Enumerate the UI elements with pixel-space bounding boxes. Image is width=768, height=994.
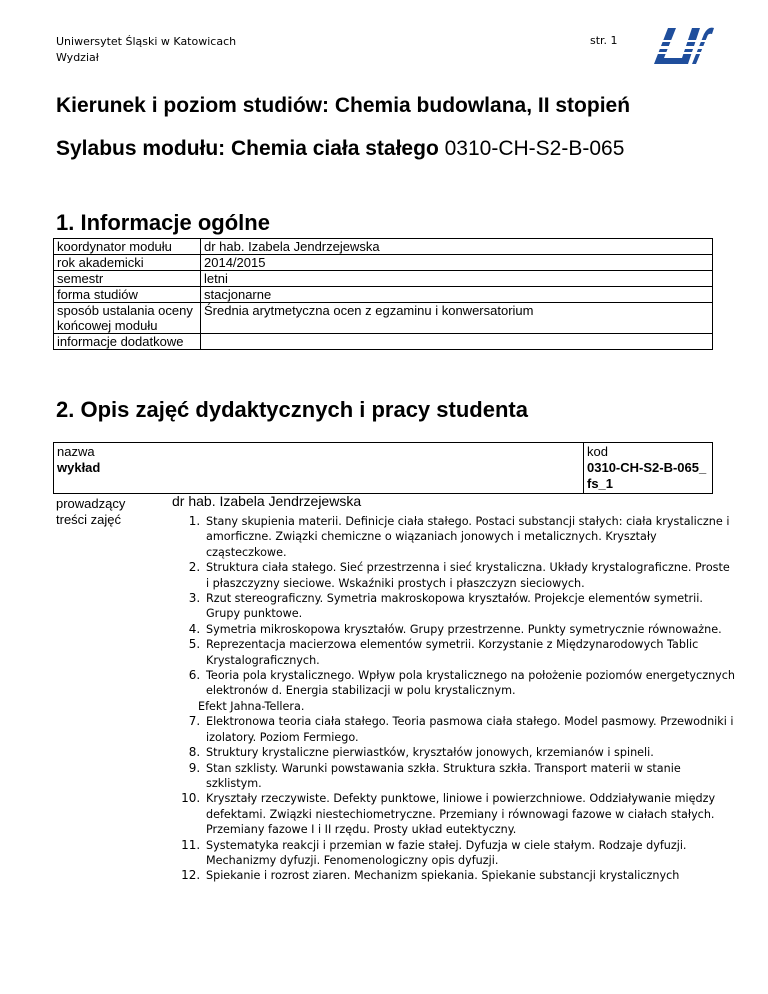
info-key: informacje dodatkowe xyxy=(54,334,201,350)
syllabus-code: 0310-CH-S2-B-065 xyxy=(438,137,625,160)
content-label: treści zajęć xyxy=(56,512,122,527)
program-title: Kierunek i poziom studiów: Chemia budowlana, II stopień xyxy=(56,94,631,117)
list-item: 5. Reprezentacja macierzowa elementów symetrii. Korzystanie z Międzynarodowych Tablic Krystalograficznych. xyxy=(204,637,736,668)
teacher-name: dr hab. Izabela Jendrzejewska xyxy=(172,493,362,509)
teacher-label: prowadzący xyxy=(56,496,126,511)
list-item: 1. Stany skupienia materii. Definicje ciała stałego. Postaci substancji stałych: ciała krystaliczne i amorficzne. Związki chemiczne o wiązaniach jonowych i metalicznych. Kryształy cząsteczkowe. xyxy=(204,514,736,560)
name-value: wykład xyxy=(57,460,101,475)
info-value: 2014/2015 xyxy=(201,255,713,271)
info-value: letni xyxy=(201,271,713,287)
info-key: koordynator modułu xyxy=(54,239,201,255)
info-value xyxy=(201,334,713,350)
course-name-table xyxy=(53,442,713,494)
page-header-left xyxy=(56,34,236,66)
list-item: 8. Struktury krystaliczne pierwiastków, kryształów jonowych, krzemianów i spineli. xyxy=(204,745,736,760)
info-row xyxy=(54,239,713,255)
info-key: rok akademicki xyxy=(54,255,201,271)
info-key: semestr xyxy=(54,271,201,287)
list-item: 10. Kryształy rzeczywiste. Defekty punktowe, liniowe i powierzchniowe. Oddziaływanie między defektami. Związki niestechiometryczne. Przemiany i równowagi fazowe w ciałach stałych. Przemiany fazowe I i II rzędu. Prosty układ eutektyczny. xyxy=(204,791,736,837)
list-item: 9. Stan szklisty. Warunki powstawania szkła. Struktura szkła. Transport materii w stanie szklistym. xyxy=(204,761,736,792)
code-value: 0310-CH-S2-B-065_fs_1 xyxy=(587,460,707,491)
list-item: 12. Spiekanie i rozrost ziaren. Mechanizm spiekania. Spiekanie substancji krystalicznych xyxy=(204,868,736,883)
topic-extra: Efekt Jahna-Tellera. xyxy=(198,699,305,713)
faculty-name: Wydział xyxy=(56,51,99,64)
university-logo xyxy=(652,24,716,68)
course-name-cell xyxy=(54,443,584,494)
list-item: 11. Systematyka reakcji i przemian w fazie stałej. Dyfuzja w ciele stałym. Rodzaje dyfuzji. Mechanizmy dyfuzji. Fenomenologiczny opis dyfuzji. xyxy=(204,838,736,869)
info-value: Średnia arytmetyczna ocen z egzaminu i konwersatorium xyxy=(201,303,713,334)
row-labels xyxy=(56,496,125,528)
course-topics-list xyxy=(178,514,736,884)
info-row xyxy=(54,287,713,303)
info-value: dr hab. Izabela Jendrzejewska xyxy=(201,239,713,255)
info-row xyxy=(54,271,713,287)
topic-text: Teoria pola krystalicznego. Wpływ pola krystalicznego na położenie poziomów energetycznych elektronów d. Energia stabilizacji w polu krystalicznym. xyxy=(206,669,736,698)
page-number: str. 1 xyxy=(590,34,618,47)
syllabus-title-prefix: Sylabus modułu: Chemia ciała stałego xyxy=(56,137,439,160)
university-name: Uniwersytet Śląski w Katowicach xyxy=(56,35,237,48)
name-label: nazwa xyxy=(57,444,95,459)
general-info-table xyxy=(53,238,713,350)
info-key: forma studiów xyxy=(54,287,201,303)
info-row xyxy=(54,255,713,271)
info-row xyxy=(54,334,713,350)
syllabus-title xyxy=(56,137,624,161)
list-item: 7. Elektronowa teoria ciała stałego. Teoria pasmowa ciała stałego. Model pasmowy. Przewodniki i izolatory. Poziom Fermiego. xyxy=(204,714,736,745)
list-item: 4. Symetria mikroskopowa kryształów. Grupy przestrzenne. Punkty symetrycznie równoważne. xyxy=(204,622,736,637)
list-item: 3. Rzut stereograficzny. Symetria makroskopowa kryształów. Projekcje elementów symetrii. Grupy punktowe. xyxy=(204,591,736,622)
code-label: kod xyxy=(587,444,608,459)
list-item: 2. Struktura ciała stałego. Sieć przestrzenna i sieć krystaliczna. Układy krystalograficzne. Proste i płaszczyzny sieciowe. Wskaźniki prostych i płaszczyzn sieciowych. xyxy=(204,560,736,591)
section-1-heading: 1. Informacje ogólne xyxy=(56,210,270,235)
info-key: sposób ustalania oceny końcowej modułu xyxy=(54,303,201,334)
info-row xyxy=(54,303,713,334)
course-code-cell xyxy=(584,443,713,494)
section-2-heading: 2. Opis zajęć dydaktycznych i pracy studenta xyxy=(56,397,528,422)
info-value: stacjonarne xyxy=(201,287,713,303)
list-item xyxy=(198,668,736,714)
